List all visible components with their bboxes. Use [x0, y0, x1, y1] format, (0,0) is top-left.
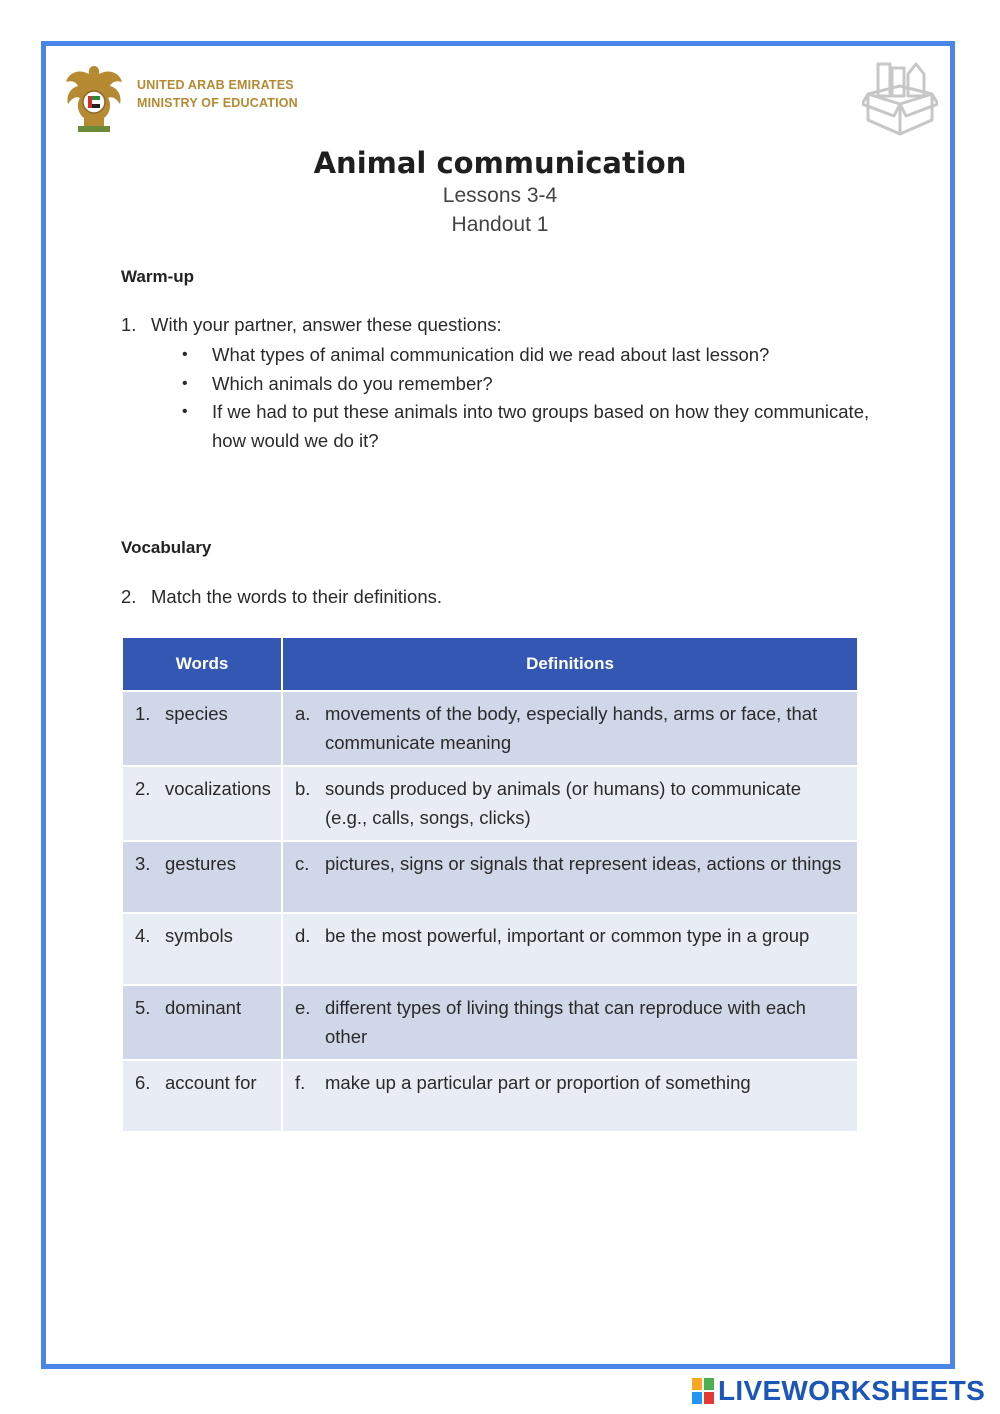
- ministry-logo: [62, 60, 312, 150]
- word-cell: [122, 1060, 282, 1132]
- table-row: [122, 766, 858, 841]
- instruction-number: 2.: [121, 586, 137, 607]
- page-title: Animal communication: [313, 146, 687, 180]
- definition-cell: [282, 913, 858, 985]
- definition-letter: f.: [295, 1072, 306, 1093]
- list-item: • What types of animal communication did we read about last lesson?: [182, 341, 832, 370]
- definition-letter: a.: [295, 703, 311, 724]
- word-text: symbols: [165, 925, 233, 946]
- list-item: • If we had to put these animals into two groups based on how they communicate, how would we do it?: [182, 398, 872, 455]
- word-text: dominant: [165, 997, 242, 1018]
- table-row: [122, 985, 858, 1060]
- vocabulary-heading: Vocabulary: [121, 538, 212, 557]
- vocabulary-table: [121, 636, 859, 1133]
- word-cell: [122, 766, 282, 841]
- words-column-header: Words: [122, 637, 282, 691]
- question-text: With your partner, answer these questions:: [151, 314, 502, 335]
- uae-emblem-icon: [62, 60, 126, 140]
- warmup-heading: Warm-up: [121, 267, 195, 286]
- table-row: [122, 691, 858, 766]
- books-box-icon: [862, 60, 938, 138]
- word-number: 2.: [135, 778, 151, 799]
- word-text: gestures: [165, 853, 236, 874]
- definition-cell: [282, 841, 858, 913]
- table-header-row: [122, 637, 858, 691]
- word-text: vocalizations: [165, 778, 271, 799]
- definition-text: sounds produced by animals (or humans) to communicate (e.g., calls, songs, clicks): [325, 778, 802, 828]
- word-number: 5.: [135, 997, 151, 1018]
- definition-letter: c.: [295, 853, 310, 874]
- table-row: [122, 1060, 858, 1132]
- definition-cell: [282, 691, 858, 766]
- word-cell: [122, 691, 282, 766]
- definition-letter: e.: [295, 997, 311, 1018]
- definition-text: pictures, signs or signals that represent ideas, actions or things: [325, 853, 842, 874]
- word-text: species: [165, 703, 228, 724]
- lessons-subtitle: Lessons 3-4: [442, 184, 558, 207]
- definition-letter: d.: [295, 925, 311, 946]
- list-item: • Which animals do you remember?: [182, 370, 872, 399]
- word-cell: [122, 985, 282, 1060]
- handout-subtitle: Handout 1: [451, 213, 549, 236]
- definition-cell: [282, 985, 858, 1060]
- instruction-text: Match the words to their definitions.: [151, 586, 443, 607]
- vocabulary-instruction: [121, 586, 442, 608]
- definition-text: make up a particular part or proportion of something: [325, 1072, 751, 1093]
- word-number: 6.: [135, 1072, 151, 1093]
- definition-letter: b.: [295, 778, 311, 799]
- word-number: 4.: [135, 925, 151, 946]
- word-number: 1.: [135, 703, 151, 724]
- liveworksheets-brand[interactable]: [692, 1374, 985, 1408]
- word-number: 3.: [135, 853, 151, 874]
- definition-cell: [282, 766, 858, 841]
- brand-text: LIVEWORKSHEETS: [718, 1375, 986, 1406]
- definition-text: different types of living things that can reproduce with each other: [325, 997, 806, 1047]
- table-row: [122, 913, 858, 985]
- question-number: 1.: [121, 314, 137, 335]
- definition-text: be the most powerful, important or common type in a group: [325, 925, 810, 946]
- warmup-question: [121, 314, 502, 336]
- word-cell: [122, 841, 282, 913]
- org-line-1: UNITED ARAB EMIRATES: [137, 78, 294, 92]
- org-line-2: MINISTRY OF EDUCATION: [137, 96, 298, 110]
- liveworksheets-logo-icon: [692, 1378, 714, 1404]
- table-row: [122, 841, 858, 913]
- definition-text: movements of the body, especially hands, arms or face, that communicate meaning: [325, 703, 818, 753]
- word-text: account for: [165, 1072, 257, 1093]
- definitions-column-header: Definitions: [282, 637, 858, 691]
- definition-cell: [282, 1060, 858, 1132]
- warmup-bullet-list: [182, 341, 872, 455]
- word-cell: [122, 913, 282, 985]
